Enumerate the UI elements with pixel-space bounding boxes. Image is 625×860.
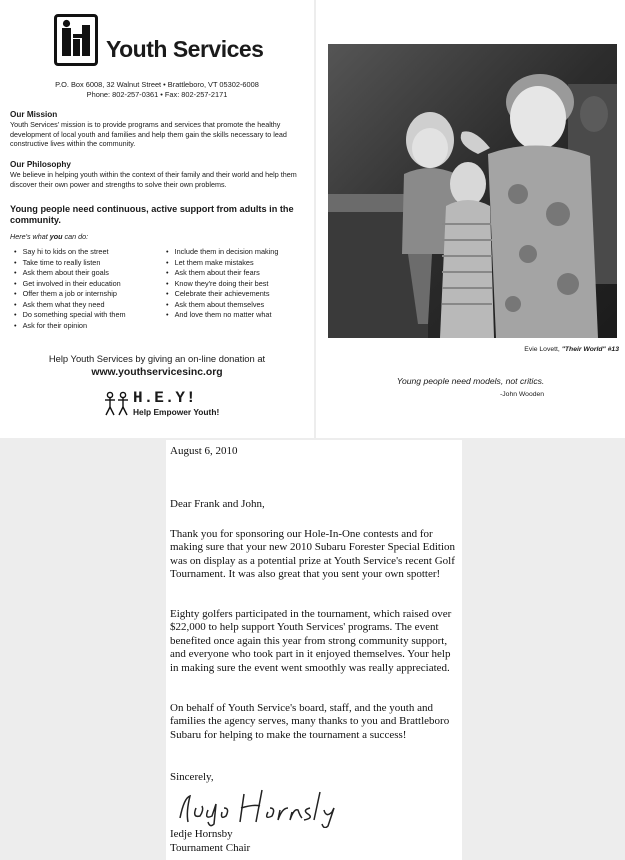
- photo-credit-author: Evie Lovett,: [524, 346, 562, 353]
- mission-text: Youth Services' mission is to provide programs and services that promote the healthy development of local youth and families and help them gain the skills necessary to lead constructive lives within the community.: [10, 120, 287, 149]
- photo-credit: [524, 346, 619, 353]
- letter-paragraph: Eighty golfers participated in the tournament, which raised over $22,000 to help support Youth Services' programs. The event benefited once again this year from strong community support, and everyone who took part in it enjoyed themselves. Your help in making sure the event went smoothly was really appreciated.: [170, 608, 452, 674]
- mission-section: [10, 110, 300, 149]
- donate-url-link[interactable]: www.youthservicesinc.org: [91, 367, 223, 378]
- youth-services-logo-icon: [54, 14, 98, 66]
- quote-author: -John Wooden: [500, 391, 545, 398]
- stick-figures-icon: [104, 391, 130, 417]
- list-item: • Get involved in their education: [14, 279, 126, 290]
- signer-title: Tournament Chair: [170, 842, 251, 854]
- brochure-left-panel: [0, 0, 314, 438]
- photo-children-image: [328, 44, 617, 338]
- hey-title: H.E.Y!: [133, 389, 197, 407]
- can-do-prefix: Here's what: [10, 232, 50, 241]
- philosophy-section: [10, 160, 300, 189]
- letter-salutation: Dear Frank and John,: [170, 498, 265, 510]
- list-item: • Ask them about their goals: [14, 268, 126, 279]
- list-item: • Let them make mistakes: [166, 258, 278, 269]
- list-item: • Ask for their opinion: [14, 321, 126, 332]
- donate-text: Help Youth Services by giving an on-line donation at: [48, 353, 266, 364]
- letter-paragraph: On behalf of Youth Service's board, staff, and the youth and families the agency serves, many thanks to you and Brattleboro Subaru for helping to make the tournament a success!: [170, 702, 450, 741]
- letter-closing: Sincerely,: [170, 771, 214, 783]
- list-item: • Include them in decision making: [166, 247, 278, 258]
- list-item: • Do something special with them: [14, 310, 126, 321]
- logo: [54, 14, 263, 66]
- hey-logo: [104, 390, 219, 417]
- photo-credit-work: "Their World" #13: [561, 346, 619, 353]
- signer-name: Iedje Hornsby: [170, 828, 233, 840]
- list-item: • And love them no matter what: [166, 310, 278, 321]
- list-item: • Offer them a job or internship: [14, 289, 126, 300]
- philosophy-text: We believe in helping youth within the context of their family and their world and help them discover their own power and strengths to solve their own problems.: [10, 170, 297, 189]
- can-do-label: [10, 232, 88, 241]
- philosophy-heading: Our Philosophy: [10, 160, 71, 169]
- thank-you-letter: [166, 440, 462, 860]
- list-item: • Take time to really listen: [14, 258, 126, 269]
- hey-text: [133, 390, 219, 417]
- letter-paragraph: Thank you for sponsoring our Hole-In-One contests and for making sure that your new 2010 Subaru Forester Special Edition was on display as a potential prize at Youth Service's recent Golf Tournament. It was also great that you sent your own spotter!: [170, 528, 456, 581]
- signature-icon: [174, 778, 364, 828]
- quote: Young people need models, not critics.: [396, 376, 545, 386]
- org-name: Youth Services: [106, 35, 264, 62]
- brochure-right-panel: [316, 0, 625, 438]
- list-item: • Know they're doing their best: [166, 279, 278, 290]
- tips-list-left: [14, 247, 126, 331]
- mission-heading: Our Mission: [10, 110, 58, 119]
- support-heading: Young people need continuous, active support from adults in the community.: [10, 204, 294, 225]
- list-item: • Say hi to kids on the street: [14, 247, 126, 258]
- hey-subtitle: Help Empower Youth!: [133, 407, 220, 417]
- phone-fax: Phone: 802-257-0361 • Fax: 802-257-2171: [86, 90, 228, 99]
- can-do-you: you: [49, 232, 63, 241]
- list-item: • Celebrate their achievements: [166, 289, 278, 300]
- list-item: • Ask them about their fears: [166, 268, 278, 279]
- letter-date: August 6, 2010: [170, 445, 238, 457]
- list-item: • Ask them about themselves: [166, 300, 278, 311]
- address-block: [0, 80, 314, 100]
- address: P.O. Box 6008, 32 Walnut Street • Brattleboro, VT 05302-6008: [55, 80, 259, 89]
- tips-list-right: [166, 247, 278, 321]
- list-item: • Ask them what they need: [14, 300, 126, 311]
- children-photo: [328, 44, 617, 338]
- can-do-suffix: can do:: [62, 232, 89, 241]
